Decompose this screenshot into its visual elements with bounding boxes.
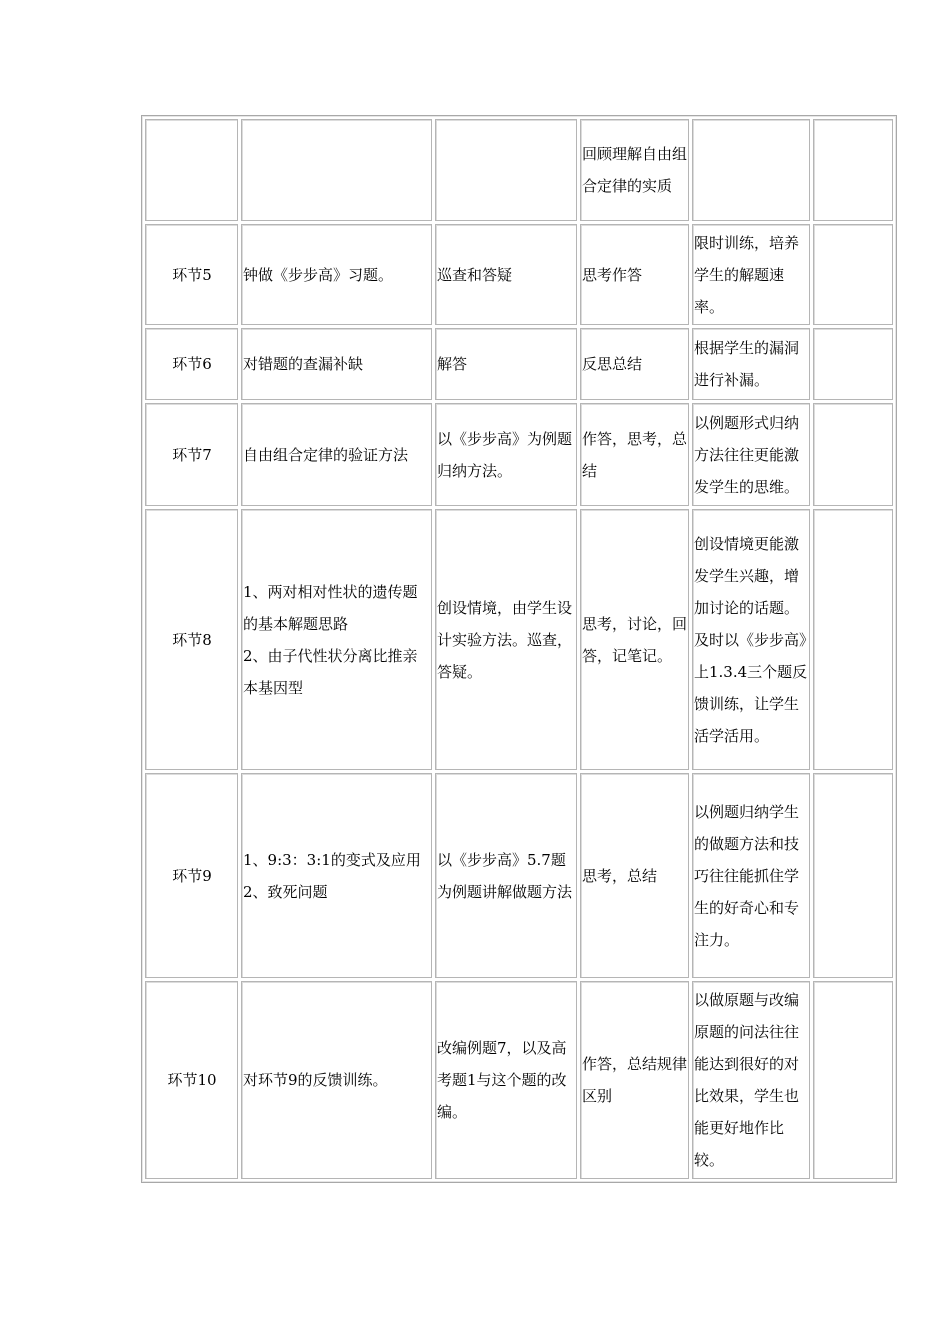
content-line: 1、两对相对性状的遗传题的基本解题思路 <box>243 582 418 633</box>
content-line: 钟做《步步高》习题。 <box>243 265 394 284</box>
table-row <box>145 224 893 325</box>
table-row <box>145 328 893 400</box>
extra-cell <box>813 224 893 325</box>
student-activity-cell: 思考，总结 <box>580 773 689 978</box>
content-line: 对环节9的反馈训练。 <box>243 1071 388 1089</box>
content-line: 2、由子代性状分离比推亲本基因型 <box>243 646 418 697</box>
content-line: 1、9:3：3:1的变式及应用 <box>243 850 421 869</box>
content-cell <box>241 224 432 325</box>
extra-cell <box>813 328 893 400</box>
extra-cell <box>813 403 893 506</box>
teacher-activity-cell: 以《步步高》为例题归纳方法。 <box>435 403 577 506</box>
extra-cell <box>813 119 893 221</box>
design-intent-cell: 以做原题与改编原题的问法往往能达到很好的对比效果，学生也能更好地作比较。 <box>692 981 810 1179</box>
teacher-activity-cell: 巡查和答疑 <box>435 224 577 325</box>
stage-cell: 环节8 <box>145 509 238 770</box>
lesson-plan-table <box>141 115 897 1183</box>
content-cell <box>241 328 432 400</box>
table-row <box>145 119 893 221</box>
design-intent-cell: 以例题形式归纳方法往往更能激发学生的思维。 <box>692 403 810 506</box>
table-row <box>145 773 893 978</box>
stage-cell <box>145 119 238 221</box>
design-intent-cell <box>692 119 810 221</box>
design-intent-cell: 根据学生的漏洞进行补漏。 <box>692 328 810 400</box>
extra-cell <box>813 509 893 770</box>
student-activity-cell: 作答，思考，总结 <box>580 403 689 506</box>
student-activity-cell: 思考作答 <box>580 224 689 325</box>
stage-cell: 环节5 <box>145 224 238 325</box>
content-cell <box>241 773 432 978</box>
content-line: 对错题的查漏补缺 <box>243 355 364 373</box>
student-activity-cell: 反思总结 <box>580 328 689 400</box>
content-cell <box>241 119 432 221</box>
student-activity-cell: 作答，总结规律区别 <box>580 981 689 1179</box>
content-line: 2、致死问题 <box>243 882 328 901</box>
table-row <box>145 981 893 1179</box>
extra-cell <box>813 773 893 978</box>
content-cell <box>241 509 432 770</box>
student-activity-cell: 回顾理解自由组合定律的实质 <box>580 119 689 221</box>
extra-cell <box>813 981 893 1179</box>
teacher-activity-cell <box>435 119 577 221</box>
table-row <box>145 509 893 770</box>
design-intent-cell: 创设情境更能激发学生兴趣，增加讨论的话题。及时以《步步高》上1.3.4三个题反馈训练，让学生活学活用。 <box>692 509 810 770</box>
table-row <box>145 403 893 506</box>
teacher-activity-cell: 以《步步高》5.7题为例题讲解做题方法 <box>435 773 577 978</box>
stage-cell: 环节6 <box>145 328 238 400</box>
student-activity-cell: 思考，讨论，回答，记笔记。 <box>580 509 689 770</box>
design-intent-cell: 以例题归纳学生的做题方法和技巧往往能抓住学生的好奇心和专注力。 <box>692 773 810 978</box>
stage-cell: 环节10 <box>145 981 238 1179</box>
content-line: 自由组合定律的验证方法 <box>243 445 409 464</box>
stage-cell: 环节7 <box>145 403 238 506</box>
content-cell <box>241 403 432 506</box>
teacher-activity-cell: 解答 <box>435 328 577 400</box>
content-cell <box>241 981 432 1179</box>
teacher-activity-cell: 改编例题7，以及高考题1与这个题的改编。 <box>435 981 577 1179</box>
teacher-activity-cell: 创设情境，由学生设计实验方法。巡查，答疑。 <box>435 509 577 770</box>
stage-cell: 环节9 <box>145 773 238 978</box>
design-intent-cell: 限时训练，培养学生的解题速率。 <box>692 224 810 325</box>
